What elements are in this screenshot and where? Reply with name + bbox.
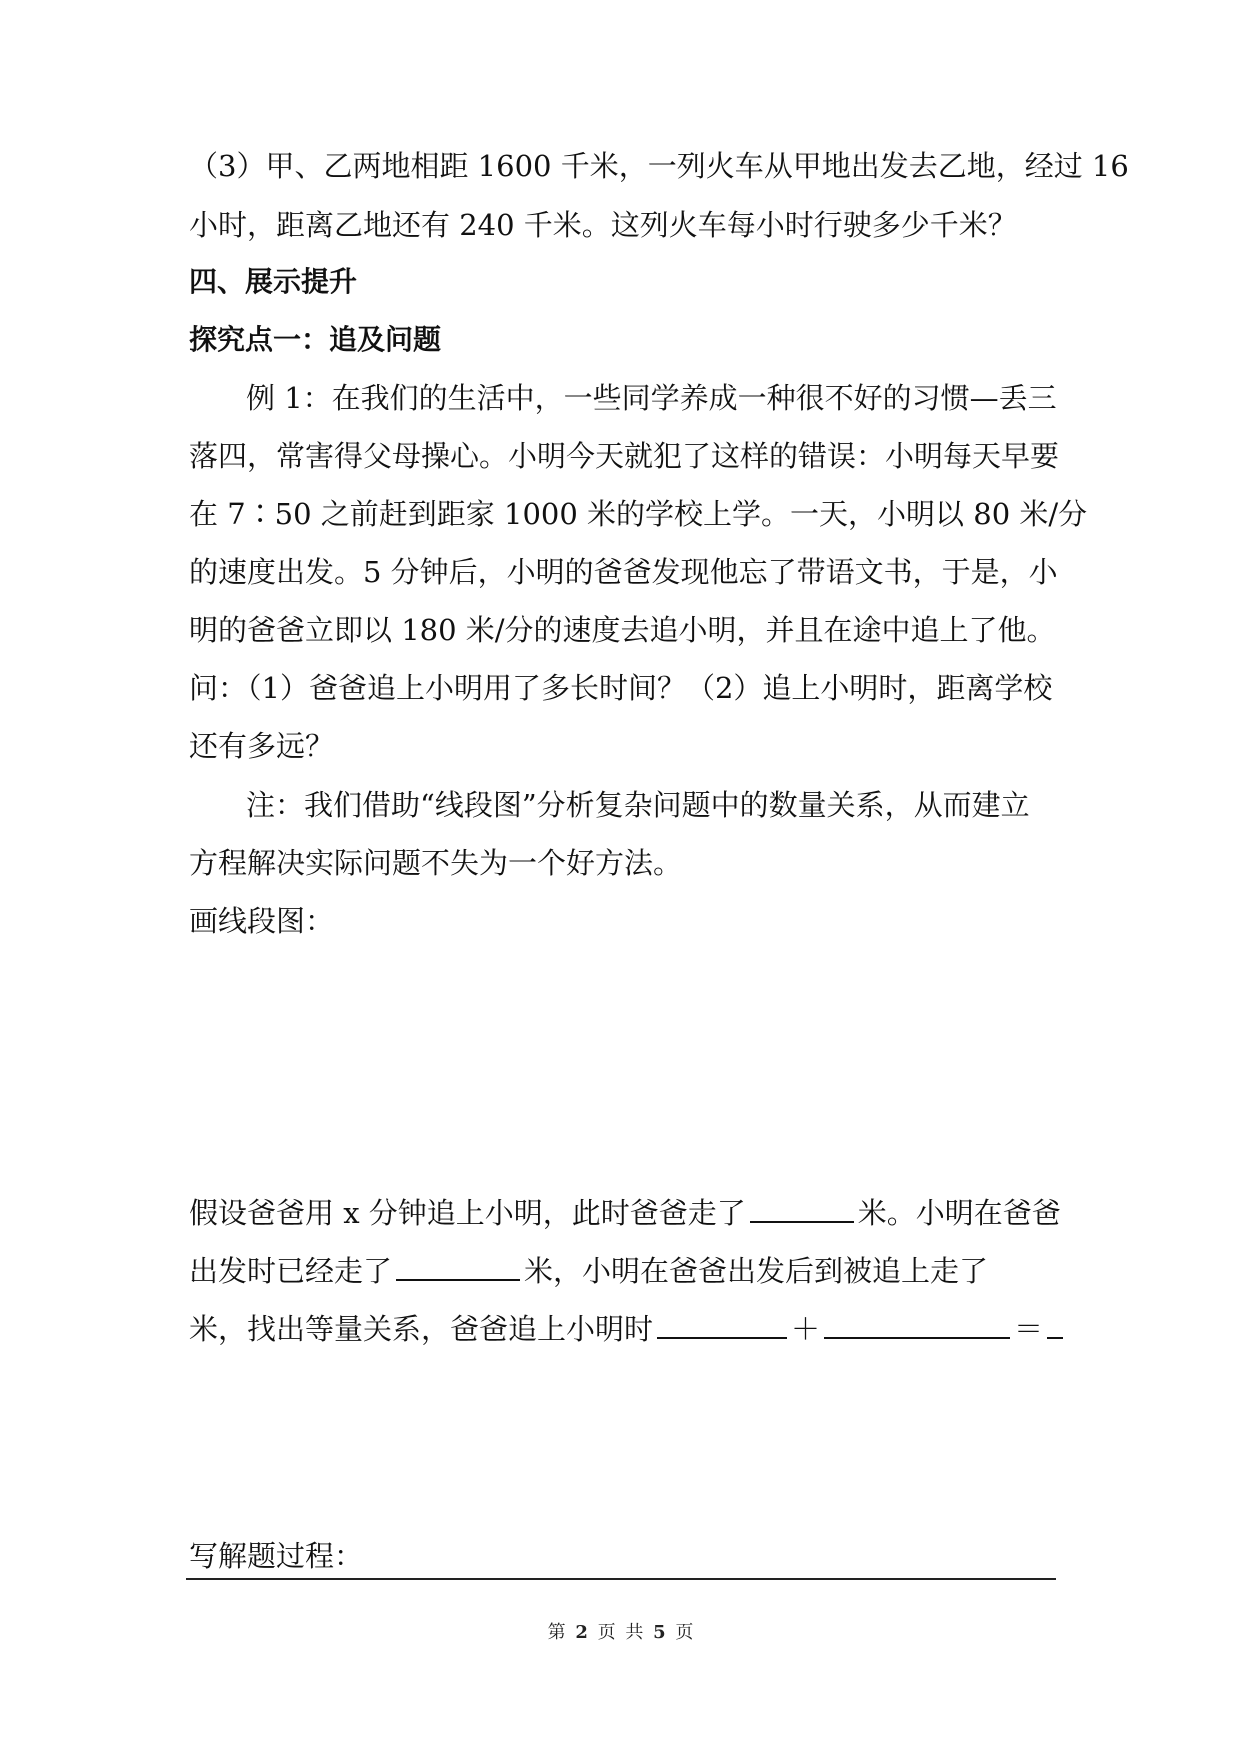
section-heading: 四、展示提升 — [189, 265, 358, 298]
fill-line-2-text-a: 出发时已经走了 — [189, 1254, 393, 1288]
subheading-chase-problem: 探究点一：追及问题 — [189, 323, 442, 356]
example-1-line-3: 在 7∶50 之前赶到距家 1000 米的学校上学。一天，小明以 80 米/分 — [189, 497, 1088, 531]
answer-blank-2[interactable] — [396, 1249, 520, 1281]
answer-blank-5[interactable] — [1047, 1307, 1063, 1339]
fill-line-3 — [189, 1307, 1059, 1349]
problem-3-line-2: 小时，距离乙地还有 240 千米。这列火车每小时行驶多少千米？ — [189, 208, 1017, 242]
note-line-2: 方程解决实际问题不失为一个好方法。 — [189, 846, 683, 880]
answer-blank-1[interactable] — [750, 1191, 854, 1223]
footer-suffix: 页 — [675, 1622, 694, 1643]
footer-page-number: 2 — [575, 1622, 588, 1643]
fill-line-1-text-a: 假设爸爸用 x 分钟追上小明，此时爸爸走了 — [189, 1196, 746, 1230]
plus-sign: ＋ — [791, 1312, 821, 1346]
answer-blank-3[interactable] — [657, 1307, 787, 1339]
answer-blank-4[interactable] — [824, 1307, 1010, 1339]
example-1-line-1: 例 1：在我们的生活中，一些同学养成一种很不好的习惯—丢三 — [246, 381, 1057, 415]
fill-line-2-text-b: 米，小明在爸爸出发后到被追上走了 — [524, 1254, 989, 1288]
footer-divider — [186, 1578, 1056, 1580]
fill-line-1-text-b: 米。小明在爸爸 — [857, 1196, 1061, 1230]
example-1-line-5: 明的爸爸立即以 180 米/分的速度去追小明，并且在途中追上了他。 — [189, 613, 1056, 647]
fill-line-3-text-a: 米，找出等量关系，爸爸追上小明时 — [189, 1312, 654, 1346]
fill-line-2 — [189, 1249, 1059, 1291]
note-line-1: 注：我们借助“线段图”分析复杂问题中的数量关系，从而建立 — [246, 788, 1030, 822]
footer-mid: 页 共 — [597, 1622, 644, 1643]
problem-3-line-1: （3）甲、乙两地相距 1600 千米，一列火车从甲地出发去乙地，经过 16 — [189, 149, 1129, 183]
example-1-line-4: 的速度出发。5 分钟后，小明的爸爸发现他忘了带语文书，于是，小 — [189, 555, 1058, 589]
solution-process-label: 写解题过程： — [189, 1539, 364, 1573]
equals-sign: ＝ — [1014, 1312, 1044, 1346]
footer-prefix: 第 — [547, 1622, 566, 1643]
fill-line-1 — [189, 1191, 1059, 1233]
example-1-line-2: 落四，常害得父母操心。小明今天就犯了这样的错误：小明每天早要 — [189, 439, 1060, 473]
draw-diagram-label: 画线段图： — [189, 904, 335, 938]
footer-total-pages: 5 — [653, 1622, 666, 1643]
page-footer — [0, 1618, 1241, 1644]
example-1-line-7: 还有多远？ — [189, 729, 335, 763]
example-1-line-6: 问：（1）爸爸追上小明用了多长时间？（2）追上小明时，距离学校 — [189, 671, 1053, 705]
